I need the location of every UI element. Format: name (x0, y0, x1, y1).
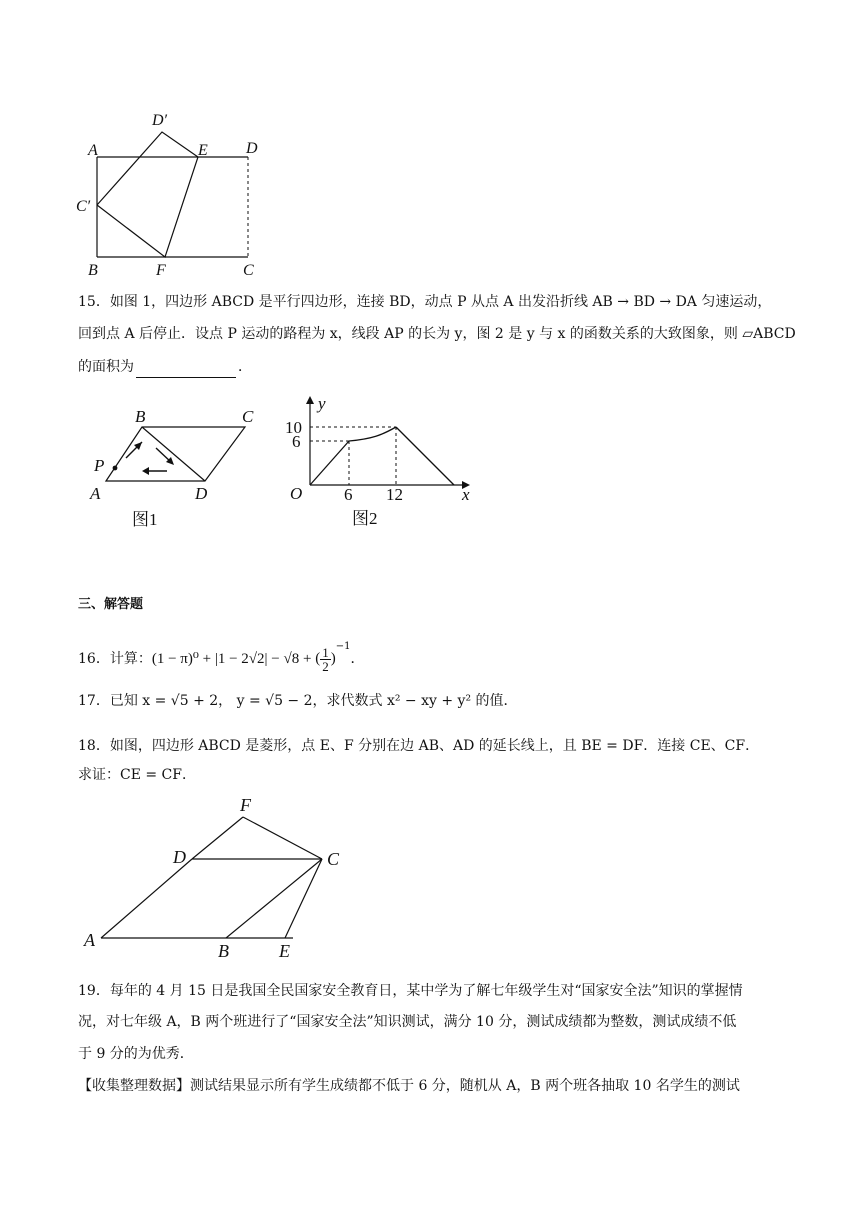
label-C-prime: C′ (76, 198, 91, 215)
label-A: A (90, 484, 101, 503)
q16-prefix: 16．计算： (78, 651, 152, 667)
label-D: D (173, 847, 186, 867)
fold-rectangle-figure (70, 105, 270, 280)
q15-line-3-text: 的面积为 (78, 359, 134, 375)
label-C: C (327, 849, 340, 869)
x-axis-label: x (462, 485, 470, 504)
label-E: E (198, 142, 208, 159)
origin-label: O (290, 484, 303, 503)
q19-line-3: 于 9 分的为优秀． (78, 1046, 194, 1062)
q18-line-2: 求证：CE = CF． (78, 767, 196, 783)
label-B: B (135, 407, 146, 426)
x-tick-12: 12 (386, 485, 403, 504)
q16 (78, 636, 364, 673)
x-tick-6: 6 (344, 485, 353, 504)
label-D: D (246, 140, 258, 157)
q15-line-2: 回到点 A 后停止．设点 P 运动的路程为 x，线段 AP 的长为 y，图 2 是 y 与 x 的函数关系的大致图象，则 ▱ABCD (78, 326, 796, 342)
q16-expression: (1 − π)⁰ + |1 − 2√2| − √8 + (151, 651, 316, 667)
label-F: F (240, 795, 251, 815)
q19-line-4: 【收集整理数据】测试结果显示所有学生成绩都不低于 6 分，随机从 A，B 两个班各抽取 10 名学生的测试 (78, 1078, 740, 1094)
parallelogram-figure (82, 405, 267, 530)
q16-exponent: −1 (335, 641, 351, 652)
q19-line-1: 19．每年的 4 月 15 日是我国全民国家安全教育日，某中学为了解七年级学生对“国家安全法”知识的掌握情 (78, 983, 743, 999)
label-P: P (94, 456, 105, 475)
label-B: B (88, 262, 98, 279)
label-D-prime: D′ (152, 112, 168, 129)
label-F: F (156, 262, 166, 279)
q16-end: ． (350, 651, 365, 667)
label-C: C (243, 262, 254, 279)
q17: 17．已知 x = √5 + 2， y = √5 − 2，求代数式 x² − xy + y² 的值． (78, 693, 518, 709)
q16-fraction: ( $\frac{1}{2}$ ) (315, 644, 336, 674)
answer-blank[interactable] (136, 363, 236, 378)
label-A: A (84, 930, 95, 950)
rhombus-figure (78, 793, 358, 968)
label-A: A (88, 142, 98, 159)
q15-line-3-end: ． (238, 359, 252, 375)
fraction-numerator: 1 (322, 644, 329, 660)
figure-1-caption: 图1 (132, 510, 158, 529)
function-graph-figure (282, 393, 477, 530)
label-D: D (195, 484, 208, 503)
section-heading: 三、解答题 (78, 597, 144, 612)
y-tick-6: 6 (292, 432, 301, 451)
q15-line-1: 15．如图 1，四边形 ABCD 是平行四边形，连接 BD，动点 P 从点 A 出发沿折线 AB → BD → DA 匀速运动， (78, 294, 772, 310)
fraction-denominator: 2 (322, 658, 329, 674)
label-C: C (242, 407, 254, 426)
q19-line-2: 况，对七年级 A，B 两个班进行了“国家安全法”知识测试，满分 10 分，测试成绩都为整数，测试成绩不低 (78, 1014, 737, 1030)
q18-line-1: 18．如图，四边形 ABCD 是菱形，点 E、F 分别在边 AB、AD 的延长线上，且 BE = DF．连接 CE、CF． (78, 738, 760, 754)
y-tick-10: 10 (285, 418, 302, 437)
label-E: E (279, 941, 290, 961)
q15-line-3 (78, 356, 252, 378)
figure-2-caption: 图2 (352, 509, 378, 528)
y-axis-label: y (318, 394, 326, 413)
label-B: B (218, 941, 229, 961)
